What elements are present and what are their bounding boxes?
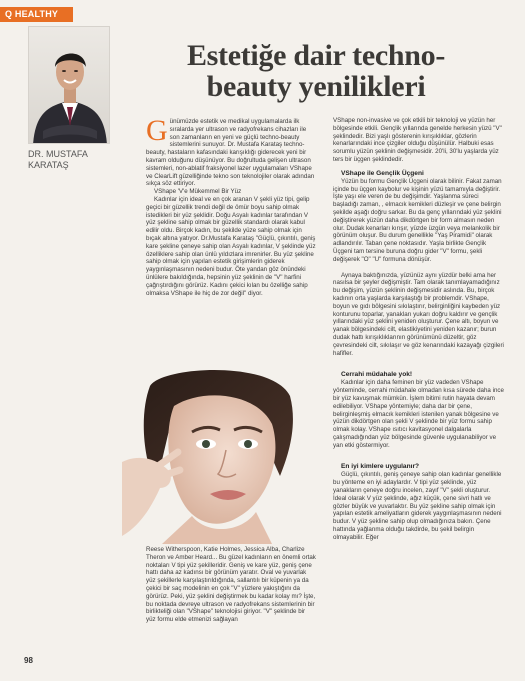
body-paragraph: Aynaya baktığınızda, yüzünüz aynı yüzdür belki ama her nasılsa bir şeyler değişmiştir. Tam olarak tanımlayamadığınız bu değişim, yüzün şeklinin değişmesidir aslında. Bu, birçok kadının orta yaşlarda karşılaştığı bir problemdir. VShape, boyun ve gıdı bölgesini sıkılaştırır, belirginliğini kaybeden yüz konturunu toparlar, yanakları yukarı doğru kaldırır ve gençlik yıllarındaki yüz şeklini yeniden oluşturur. Çene altı, boyun ve yanak bölgesindeki cilt, elastikiyetini yeniden kazanır; burun dudak hattı kırışıklıklarının görünümünü düzeltir, göz çevresindeki cilt, sıkılaşır ve göz kenarındaki kazayağı çizgileri hafifler. [333,271,504,357]
body-paragraph: Yüzün bu formu Gençlik Üçgeni olarak bilinir. Fakat zaman içinde bu üçgen kaybolur ve kişinin yüzü tamamıyla değiştirir. İşte yaşı ele veren de bu değişimdir. Yaşlanma süreci başladığı zaman, , elmacık kemikleri düzleşir ve çene belirgin şekilde aşağı doğru sarkar. Bu da genç yıllarındaki yüz şeklini değiştirerek yüzün daha dikdörtgen bir form almasın neden olur. Dudak kenarları kırışır, yüzde üzgün veya melankolik bir görünüm oluşur. Bu durum genellikle "Yaş Piramidi" olarak adlandırılır. Taban çene noktasıdır. Yaşla birlikte Gençlik Üçgeni tam tersine buruna doğru gider "V" formu, şekli değişerek "O" "U" formuna dönüşür. [333,177,502,263]
woman-face-photo-icon [122,366,310,544]
section-tab: Q HEALTHY [0,7,73,22]
author-portrait [28,26,110,144]
lead-paragraph: Günümüzde estetik ve medikal uygulamalarda ilk sıralarda yer ultrason ve radyofrekans cihazları ile son zamanların en yeni ve güçlü techno-beauty sistemlerini sunuyor. Dr. Mustafa Karataş techno-beauty, hastaların kafasındaki karışıklığı giderecek yeni bir kavram olduğunu düşünüyor. Bu doğrultuda gelişen ultrason sistemleri, non-ablatif fraksiyonel lazer uygulamaları VShape ve ClearLift güzelliğinde tekno son teknolojiler olarak adından sıkça söz ettiriyor. [146,114,315,188]
body-paragraph: Güçlü, çıkıntılı, geniş çeneye sahip olan kadınlar genellikle bu yönteme en iyi adaylardır. V tipi yüz şeklinde, yüz yanakların çeneye doğru incelen, zayıf "V" şekli oluşturur. İdeal olarak V yüz şeklinde, ağız küçük, çene sivri hatlı ve gözler büyük ve yuvarlaktır. Bu yüz şekline sahip olmak için yapılan estetik ameliyatların giderek yaygınlaşmasının nedeni budur. V yüz şekline sahip olup olmadığınıza bakın. Çene hattında yağlanma olduğu takdirde, bu şekil belirgin olmayabilir. Eğer [333,471,502,541]
article-column-left-bottom [146,546,316,624]
model-photo [122,366,310,544]
subheading-cerrahi: Cerrahi müdahale yok! [341,371,413,379]
author-name-line1: DR. MUSTAFA [28,149,88,159]
page-number: 98 [24,656,33,665]
body-paragraph: Kadınlar için ideal ve en çok aranan V şekli yüz tipi, gelip geçici bir güzellik trendi değil de ömür boyu sahip olmak istedikleri bir yüz şeklidir. Doğu Asyalı kadınlar tarafından V yüz şekline sahip olmak bir güzellik standardı olarak kabul edilir oldu. Birçok kadın, bu şekilde yüze sahip olmak için bıçak altına yatıyor. Dr.Mustafa Karataş "Güçlü, çıkıntılı, geniş kare şekline çeneye sahip olan Asyalı kadınlar, V şeklinde yüz özelliklere sahip olan ünlü yıldızlara imrenirler. Bu yüz şekline sahip olmak için yapılan estetik girişimlerin giderek yaygınlaşmasının nedeni budur. Öte yandan göz önündeki ünlülere bakıldığında, hepsinin yüz şeklinin de "V" harfini çağrıştırdığını görürüz. Kadını çekici kılan bu özelliğe sahip olmaksa VShape ile hiç de zor değil" diyor. [146,195,316,297]
body-paragraph: Kadınlar için daha feminen bir yüz vadeden VShape yönteminde, cerrahi müdahale olmadan kısa sürede daha ince bir yüz kavuşmak mümkün. İşlem bitimi rutin hayata devam edilebiliyor. VShape yöntemiyle; daha dar bir çene, belirginleşmiş elmacık kemikleri istenilen yanak bölgesine ve yüzün dikdörtgen olan şekli V şeklinde bir yüz formu sahip olmak kolay. VShape ısıtıcı kavitasyonel dalgalarla çalışmadığından yüz bölgesinde güvenle uygulanabiliyor ve yan etki göstermiyor. [333,379,504,449]
article-column-left [146,114,316,297]
author-photo-icon [29,27,110,144]
drop-cap: G [146,114,168,147]
title-line-1: Estetiğe dair techno- [186,39,446,72]
subheading-genclik-ucgeni: VShape ile Gençlik Üçgeni [341,169,424,177]
article-column-right [333,117,505,542]
title-line-2: beauty yenilikleri [206,70,426,103]
subheading-vshape: VShape 'V'e Mükemmel Bir Yüz [154,188,242,196]
article-title [146,40,486,102]
body-paragraph: VShape non-invasive ve çok etkili bir teknoloji ve yüzün her bölgesinde etkili. Gençlik yıllarında genelde herkesin yüzü "V" şeklindedir. Bizi yaşlı gösterenin kırışıklıklar, gözlerin kenarlarındaki ince çizgiler olduğu düşünülür. Halbuki esas sorumlu yüzün şeklinin değişmesidir. 20'li, 30'lu yaşlarda yüz ters bir üçgen şeklindedir. [333,117,502,163]
subheading-kimlere: En iyi kimlere uygulanır? [341,463,420,471]
author-byline [28,149,128,171]
body-paragraph: Reese Witherspoon, Katie Holmes, Jessica Alba, Charlize Theron ve Amber Heard... Bu güzel kadınların en önemli ortak noktaları V tipi yüz şekilleridir. Geniş ve kare yüz, geniş çene hattı daha az kadınsı bir görünüm yaratır. Oval ve yuvarlak yüz şekillerle karşılaştırıldığında, sallantılı bir küpenin ya da çekici bir saç modelinin en çok "V" yüzlere yakıştığını da görürüz. Peki, yüz şeklini değiştirmek bu kadar kolay mı? İşte, bu noktada devreye ultrason ve radyofrekans sistemlerinin bir birlikteliği olan "VShape" teknolojisi giriyor. "V" şeklinde bir yüz formu elde etmenizi sağlayan [146,546,316,624]
author-name-line2: KARATAŞ [28,160,69,170]
